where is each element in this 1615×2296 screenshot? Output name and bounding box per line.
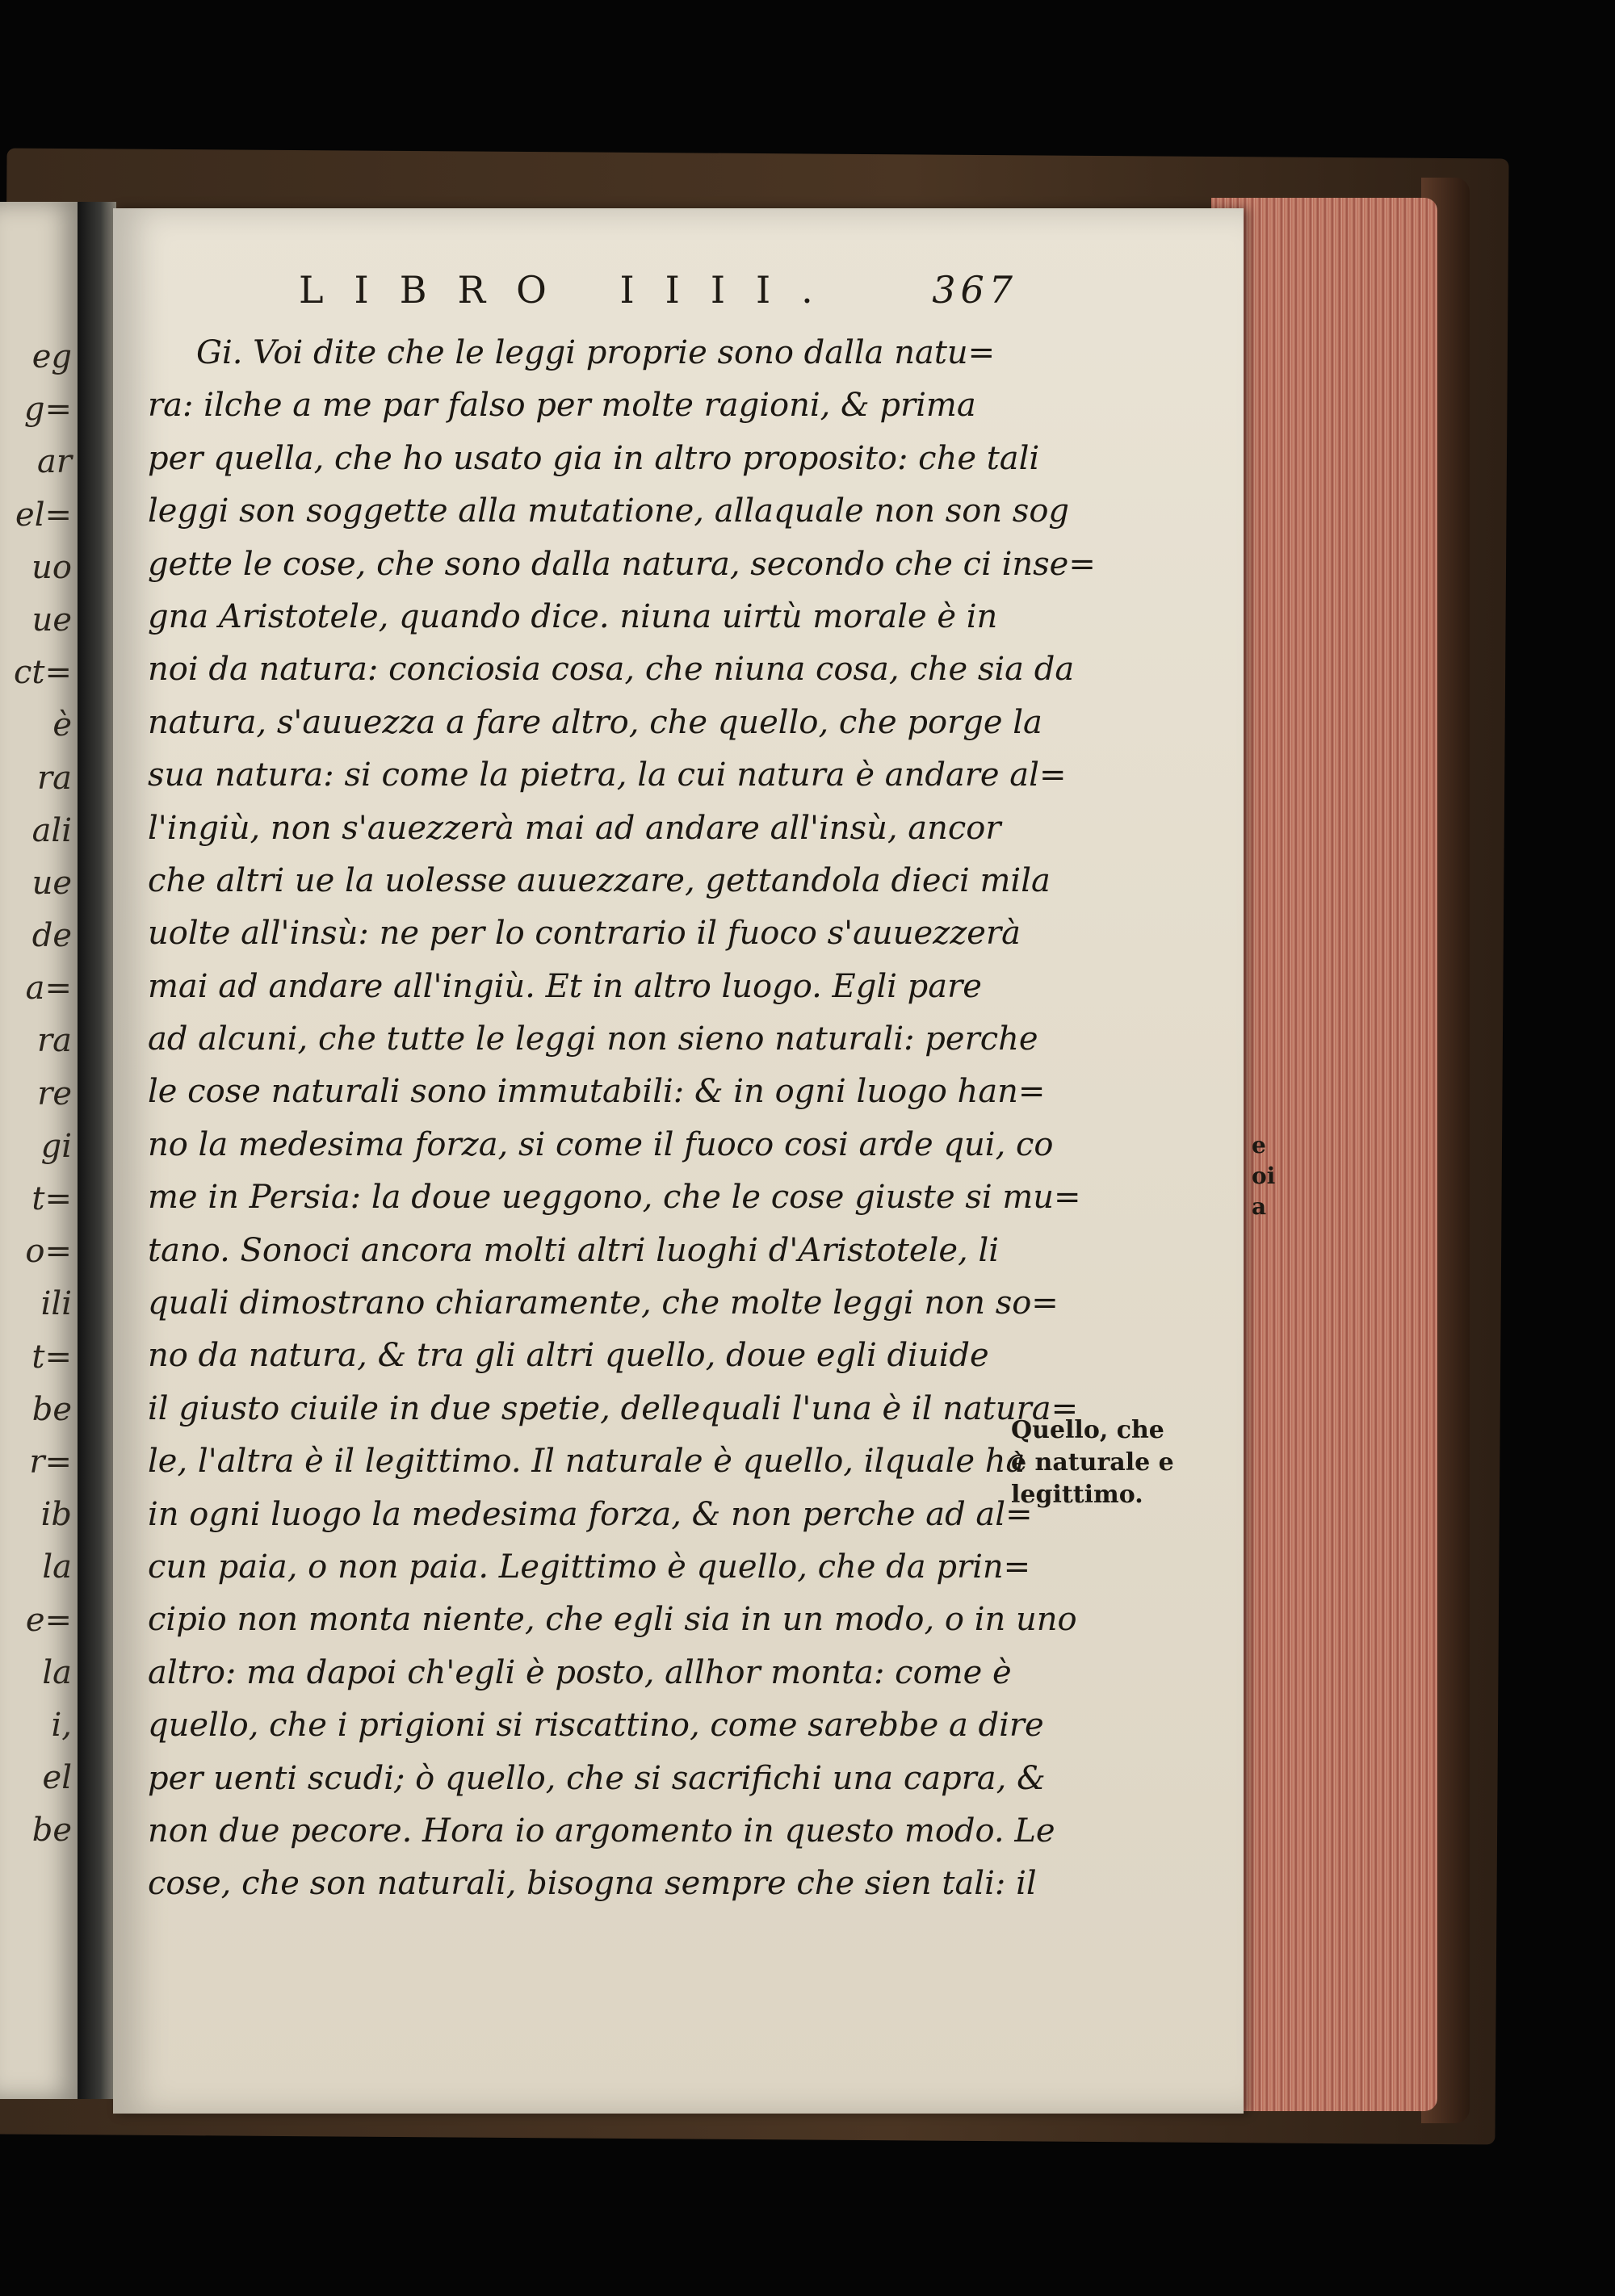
text-line: quali dimostrano chiaramente, che molte leggi non so= <box>148 1284 1059 1322</box>
text-line: per quella, che ho usato gia in altro proposito: che tali <box>148 439 1040 477</box>
running-head <box>186 268 1017 320</box>
left-page-fragment: a= <box>25 970 72 1008</box>
left-page-fragment: g= <box>23 391 72 429</box>
left-page-fragment: ali <box>31 811 72 849</box>
left-page-fragment: re <box>37 1075 72 1112</box>
marginal-note-line: è naturale e <box>1011 1448 1174 1477</box>
text-line: me in Persia: la doue ueggono, che le cose giuste si mu= <box>148 1179 1081 1217</box>
left-page-fragment: el= <box>15 496 72 534</box>
left-page-fragment: ue <box>31 601 72 639</box>
left-page-fragment: ra <box>37 1022 72 1060</box>
left-page-fragment: e= <box>25 1601 72 1639</box>
left-page-fragment: r= <box>29 1443 72 1481</box>
left-page-fragment: ib <box>40 1496 72 1534</box>
adjacent-leaf-marks <box>1252 1130 1276 1222</box>
left-page-fragment: i, <box>51 1706 72 1744</box>
text-line: altro: ma dapoi ch'egli è posto, allhor monta: come è <box>148 1653 1012 1691</box>
text-line: le cose naturali sono immutabili: & in ogni luogo han= <box>148 1073 1046 1111</box>
adjacent-leaf-mark: oi <box>1252 1163 1276 1189</box>
text-line: Gi. Voi dite che le leggi proprie sono dalla natu= <box>196 334 996 371</box>
running-head-title: LIBRO IIII. <box>299 268 844 312</box>
marginal-note-line: Quello, che <box>1011 1416 1164 1444</box>
left-page-fragment: eg <box>31 338 72 375</box>
text-line: per uenti scudi; ò quello, che si sacrifichi una capra, & <box>148 1759 1046 1797</box>
text-line: cipio non monta niente, che egli sia in un modo, o in uno <box>148 1601 1077 1639</box>
left-page-fragment: uo <box>31 548 72 586</box>
text-line: ra: ilche a me par falso per molte ragioni, & prima <box>148 387 976 425</box>
page-edges <box>1211 198 1437 2111</box>
text-line: le, l'altra è il legittimo. Il naturale è quello, ilquale ha <box>148 1443 1026 1481</box>
left-page-fragment: la <box>42 1653 72 1691</box>
left-page-fragment: ue <box>31 864 72 902</box>
text-line: uolte all'insù: ne per lo contrario il fuoco s'auuezzerà <box>148 915 1021 953</box>
text-line: leggi son soggette alla mutatione, allaquale non son sog <box>148 492 1070 530</box>
left-page-fragment: o= <box>25 1233 72 1271</box>
text-line: natura, s'auuezza a fare altro, che quello, che porge la <box>148 703 1042 741</box>
left-page-fragment: be <box>31 1812 72 1850</box>
text-line: gette le cose, che sono dalla natura, secondo che ci inse= <box>148 545 1096 583</box>
marginal-note <box>1011 1414 1181 1511</box>
marginal-note-line: legittimo. <box>1011 1481 1143 1509</box>
text-line: no la medesima forza, si come il fuoco cosi arde qui, co <box>148 1125 1054 1163</box>
adjacent-leaf-mark: a <box>1252 1193 1267 1220</box>
text-line: il giusto ciuile in due spetie, dellequali l'una è il natura= <box>148 1389 1079 1427</box>
left-page-fragment: ar <box>37 443 72 481</box>
left-page-fragment: ra <box>37 759 72 797</box>
left-page-fragment: la <box>42 1548 72 1586</box>
page-number: 367 <box>932 268 1017 312</box>
left-page-fragment: be <box>31 1390 72 1428</box>
text-line: l'ingiù, non s'auezzerà mai ad andare all'insù, ancor <box>148 809 1001 847</box>
left-page-fragment: ili <box>40 1285 72 1323</box>
text-line: sua natura: si come la pietra, la cui natura è andare al= <box>148 756 1067 794</box>
left-page-fragment: el <box>42 1759 72 1797</box>
text-line: cose, che son naturali, bisogna sempre che sien tali: il <box>148 1865 1037 1903</box>
book-gutter <box>78 202 116 2099</box>
text-line: quello, che i prigioni si riscattino, come sarebbe a dire <box>148 1707 1044 1745</box>
text-line: no da natura, & tra gli altri quello, doue egli diuide <box>148 1337 989 1375</box>
left-page-fragment: de <box>31 917 72 955</box>
text-line: che altri ue la uolesse auuezzare, gettandola dieci mila <box>148 861 1051 899</box>
text-line: gna Aristotele, quando dice. niuna uirtù morale è in <box>148 597 998 635</box>
left-page-fragment: è <box>52 706 72 744</box>
adjacent-leaf-mark: e <box>1252 1132 1266 1158</box>
text-line: noi da natura: conciosia cosa, che niuna cosa, che sia da <box>148 651 1075 689</box>
left-page-fragment: ct= <box>14 654 72 692</box>
text-line: mai ad andare all'ingiù. Et in altro luogo. Egli pare <box>148 967 982 1005</box>
text-line: cun paia, o non paia. Legittimo è quello, che da prin= <box>148 1548 1031 1586</box>
left-page-fragment: gi <box>40 1127 72 1165</box>
left-page-fragment: t= <box>31 1180 72 1217</box>
left-page-text-fragments <box>0 331 77 1857</box>
text-line: ad alcuni, che tutte le leggi non sieno naturali: perche <box>148 1020 1038 1058</box>
text-line: non due pecore. Hora io argomento in questo modo. Le <box>148 1812 1055 1850</box>
text-line: in ogni luogo la medesima forza, & non perche ad al= <box>148 1495 1033 1533</box>
text-line: tano. Sonoci ancora molti altri luoghi d'Aristotele, li <box>148 1231 1000 1269</box>
left-page-fragment: t= <box>31 1338 72 1376</box>
